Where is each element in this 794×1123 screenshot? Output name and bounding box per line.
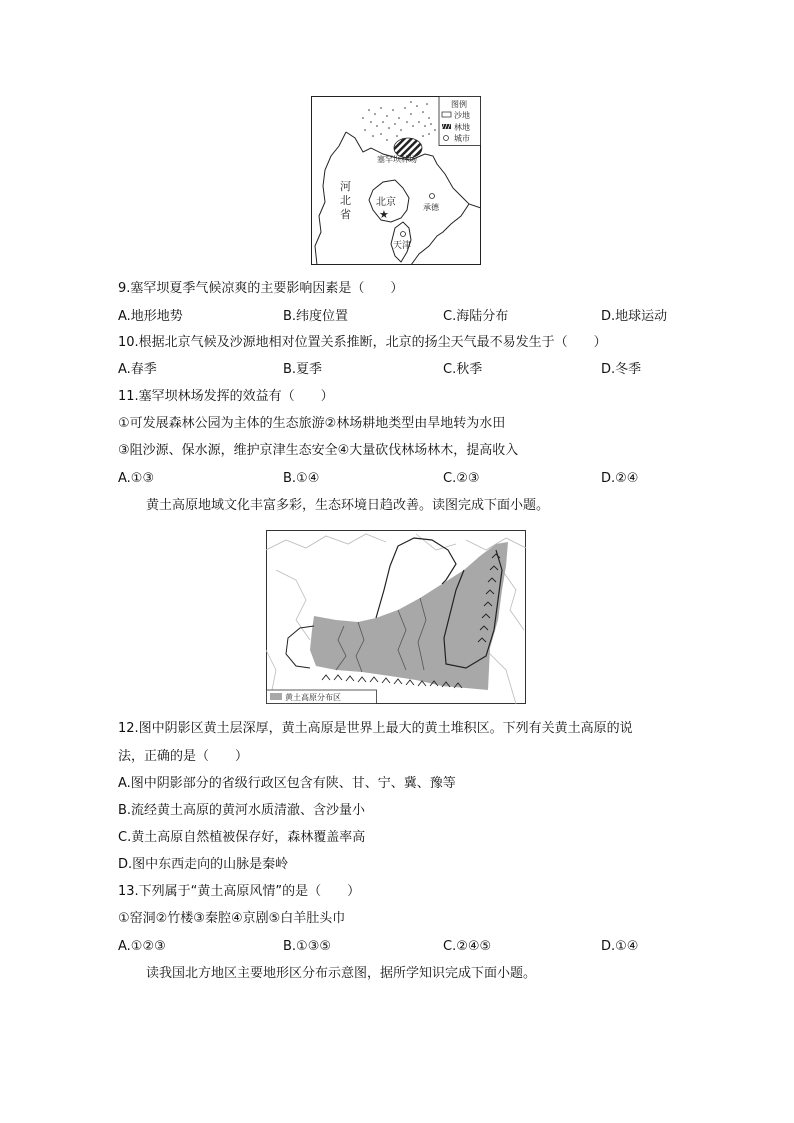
q9-option-a: A.地形地势 <box>118 309 183 324</box>
q9-option-b: B.纬度位置 <box>283 309 349 324</box>
q9-option-d: D.地球运动 <box>601 309 668 324</box>
legend-sand-swatch <box>442 112 451 117</box>
map2-legend-swatch <box>270 693 282 700</box>
hebei-char-3: 省 <box>340 208 351 221</box>
q12-option-d: D.图中东西走向的山脉是秦岭 <box>118 857 289 872</box>
legend-city-icon <box>444 136 449 141</box>
q9-stem: 9.塞罕坝夏季气候凉爽的主要影响因素是（ ） <box>118 281 404 296</box>
q12-option-a: A.图中阴影部分的省级行政区包含有陕、甘、宁、冀、豫等 <box>118 776 456 791</box>
legend-forest-label: 林地 <box>454 123 470 132</box>
q10-option-b: B.夏季 <box>283 362 323 377</box>
loess-plateau-map <box>266 530 526 704</box>
q13-option-a: A.①②③ <box>118 939 166 954</box>
q12-stem-2: 法，正确的是（ ） <box>118 749 249 764</box>
q10-option-c: C.秋季 <box>443 362 483 377</box>
beijing-star-icon: ★ <box>379 208 389 221</box>
saihanba-map <box>311 96 481 265</box>
q12-stem-1: 12.图中阴影区黄土层深厚，黄土高原是世界上最大的黄土堆积区。下列有关黄土高原的说 <box>118 721 633 736</box>
q11-stem: 11.塞罕坝林场发挥的效益有（ ） <box>118 389 334 404</box>
q11-line-2: ③阻沙源、保水源，维护京津生态安全④大量砍伐林场林木，提高收入 <box>118 443 519 458</box>
intro-loess-plateau: 黄土高原地域文化丰富多彩，生态环境日趋改善。读图完成下面小题。 <box>146 498 550 513</box>
tianjin-label: 天津 <box>393 241 412 251</box>
q12-option-b: B.流经黄土高原的黄河水质清澈、含沙量小 <box>118 803 366 818</box>
q13-option-c: C.②④⑤ <box>443 939 492 954</box>
q10-option-a: A.春季 <box>118 362 157 377</box>
legend-city-label: 城市 <box>454 134 470 143</box>
hebei-char-2: 北 <box>340 194 351 207</box>
q11-line-1: ①可发展森林公园为主体的生态旅游②林场耕地类型由旱地转为水田 <box>118 416 506 431</box>
q12-option-c: C.黄土高原自然植被保存好，森林覆盖率高 <box>118 830 366 845</box>
q11-option-b: B.①④ <box>283 471 320 486</box>
q13-stem: 13.下列属于“黄土高原风情”的是（ ） <box>118 884 361 899</box>
q13-option-d: D.①④ <box>601 939 639 954</box>
map2-legend-label: 黄土高原分布区 <box>285 693 341 702</box>
q13-line-1: ①窑洞②竹楼③秦腔④京剧⑤白羊肚头巾 <box>118 911 346 926</box>
legend-sand-label: 沙地 <box>454 111 470 120</box>
chengde-city-icon <box>430 194 435 199</box>
q13-option-b: B.①③⑤ <box>283 939 332 954</box>
hebei-char-1: 河 <box>340 180 351 193</box>
q10-option-d: D.冬季 <box>601 362 642 377</box>
intro-north-china: 读我国北方地区主要地形区分布示意图，据所学知识完成下面小题。 <box>146 966 537 981</box>
q11-option-d: D.②④ <box>601 471 639 486</box>
q11-option-c: C.②③ <box>443 471 480 486</box>
saihanba-label: 塞罕坝林场 <box>377 155 417 164</box>
q10-stem: 10.根据北京气候及沙源地相对位置关系推断，北京的扬尘天气最不易发生于（ ） <box>118 335 607 350</box>
legend-title: 图例 <box>451 100 467 109</box>
beijing-label: 北京 <box>376 197 396 208</box>
tianjin-city-icon <box>401 232 406 237</box>
q9-option-c: C.海陆分布 <box>443 309 509 324</box>
q11-option-a: A.①③ <box>118 471 155 486</box>
chengde-label: 承德 <box>423 203 439 212</box>
